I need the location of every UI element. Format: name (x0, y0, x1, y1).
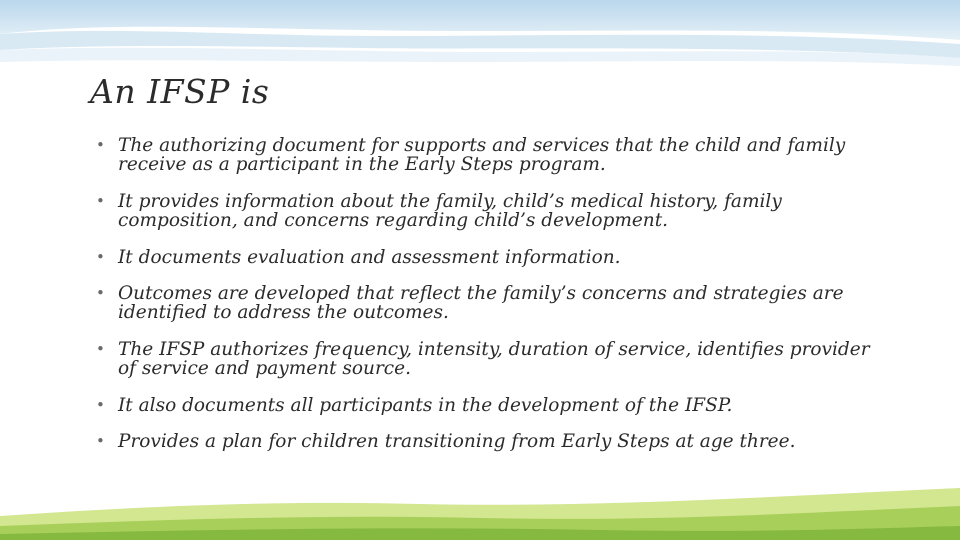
slide-title: An IFSP is (90, 72, 270, 111)
bullet-item: • It provides information about the family, child’s medical history, family composition, and concerns regarding child’s development. (96, 192, 886, 230)
bullet-item: • Outcomes are developed that reflect the family’s concerns and strategies are identified to address the outcomes. (96, 284, 886, 322)
bullet-list (96, 136, 886, 468)
bullet-item: • The IFSP authorizes frequency, intensity, duration of service, identifies provider of service and payment source. (96, 340, 886, 378)
bullet-item: • Provides a plan for children transitioning from Early Steps at age three. (96, 432, 886, 451)
bullet-item: • It also documents all participants in the development of the IFSP. (96, 396, 886, 415)
bullet-item: • It documents evaluation and assessment information. (96, 248, 886, 267)
bullet-item: • The authorizing document for supports and services that the child and family receive as a participant in the Early Steps program. (96, 136, 886, 174)
